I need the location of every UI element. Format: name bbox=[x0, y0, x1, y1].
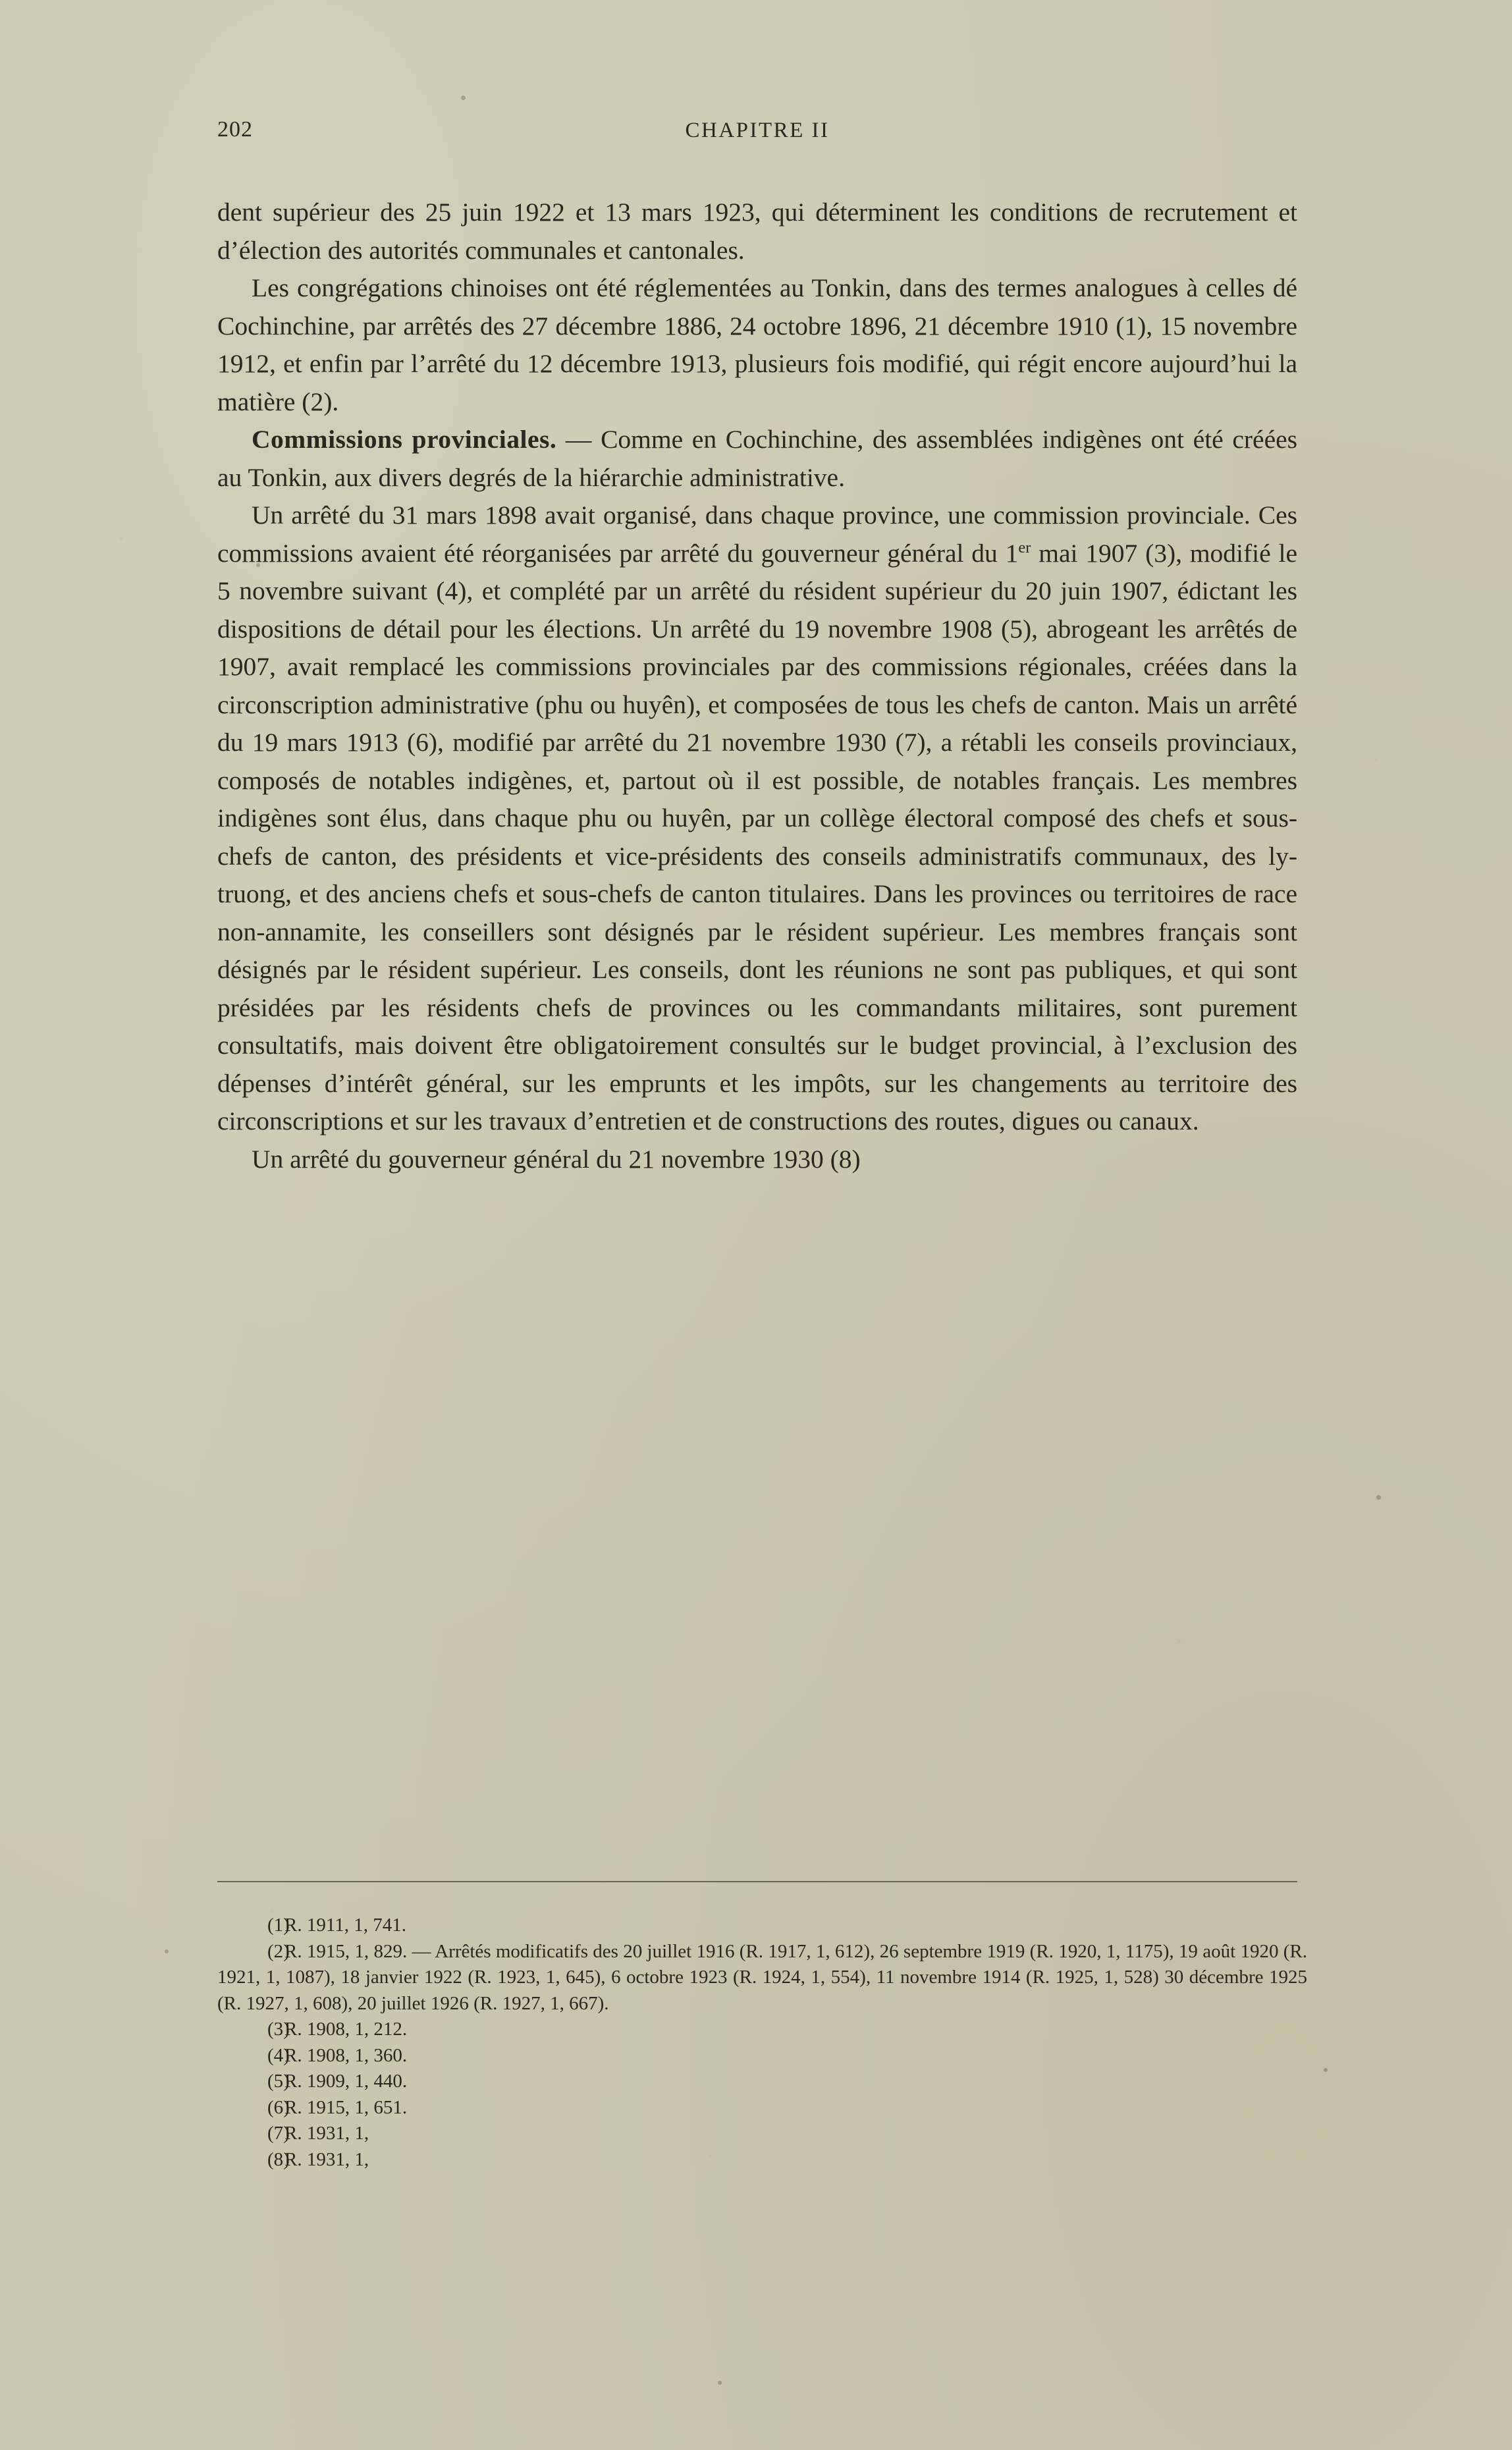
section-commissions-provinciales bbox=[217, 421, 1297, 497]
running-head bbox=[217, 117, 1297, 157]
footnote-6 bbox=[217, 2095, 1307, 2121]
footnote-7-text: R. 1931, 1, bbox=[284, 2123, 369, 2144]
footnote-1-ref: (1) bbox=[267, 1915, 290, 1936]
footnote-separator bbox=[217, 1881, 1297, 1882]
footnote-3-ref: (3) bbox=[267, 2019, 290, 2040]
paragraph-congregations: Les congrégations chinoises ont été réglementées au Tonkin, dans des termes analogues à celles dé Cochinchine, par arrêtés des 27 décembre 1886, 24 octobre 1896, 21 décembre 1910 (1), 15 novembre 1912, et enfin par l’arrêté du 12 décembre 1913, plusieurs fois modifié, qui régit encore aujourd’hui la matière (2). bbox=[217, 273, 1297, 416]
paragraph-final-line: Un arrêté du gouverneur général du 21 novembre 1930 (8) bbox=[252, 1144, 861, 1174]
paper-speck bbox=[461, 95, 466, 100]
footnote-3 bbox=[217, 2017, 1307, 2043]
footnote-short-list bbox=[217, 2017, 1307, 2173]
footnote-4-ref: (4) bbox=[267, 2044, 290, 2066]
section-dash: — bbox=[556, 425, 601, 454]
footnote-8-text: R. 1931, 1, bbox=[284, 2148, 369, 2170]
footnote-8 bbox=[217, 2147, 1307, 2173]
ordinal-superscript: er bbox=[1018, 538, 1031, 557]
paper-speck bbox=[165, 1949, 169, 1953]
footnote-2-ref: (2) bbox=[267, 1940, 290, 1962]
footnote-7 bbox=[217, 2121, 1307, 2147]
section-heading: Commissions provinciales. bbox=[252, 425, 557, 454]
section-lead-text: Comme en Cochinchine, des assemblées indigènes ont été créées au Tonkin, aux divers degrés de la hiérarchie administrative. bbox=[217, 425, 1298, 492]
footnote-4 bbox=[217, 2043, 1307, 2069]
chapter-title: CHAPITRE II bbox=[685, 119, 830, 142]
footnote-2 bbox=[217, 1939, 1307, 2017]
footnote-5 bbox=[217, 2069, 1307, 2095]
page-number: 202 bbox=[217, 117, 253, 142]
footnote-5-text: R. 1909, 1, 440. bbox=[284, 2071, 408, 2092]
footnote-6-ref: (6) bbox=[267, 2096, 290, 2118]
footnote-1 bbox=[217, 1913, 1307, 1939]
footnote-7-ref: (7) bbox=[267, 2123, 290, 2144]
footnote-5-ref: (5) bbox=[267, 2071, 290, 2092]
paragraph-continuation: dent supérieur des 25 juin 1922 et 13 mars 1923, qui déterminent les conditions de recrutement et d’élection des autorités communales et cantonales. bbox=[217, 198, 1297, 265]
footnote-6-text: R. 1915, 1, 651. bbox=[284, 2096, 408, 2118]
paragraph-arrete-part1: Un arrêté du 31 mars 1898 avait organisé, dans chaque province, une commission provinciale. Ces commissions avaient été réorganisées par arrêté du gouverneur général du 1 bbox=[217, 501, 1297, 568]
footnote-4-text: R. 1908, 1, 360. bbox=[284, 2044, 408, 2066]
paragraph-arrete-part2: mai 1907 (3), modifié le 5 novembre suivant (4), et complété par un arrêté du résident supérieur du 20 juin 1907, édictant les dispositions de détail pour les élections. Un arrêté du 19 novembre 1908 (5), abrogeant les arrêtés de 1907, avait remplacé les commissions provinciales par des commissions régionales, créées dans la circonscription administrative (phu ou huyên), et composées de tous les chefs de canton. Mais un arrêté du 19 mars 1913 (6), modifié par arrêté du 21 novembre 1930 (7), a rétabli les conseils provinciaux, composés de notables indigènes, et, partout où il est possible, de notables français. Les membres indigènes sont élus, dans chaque phu ou huyên, par un collège électoral composé des chefs et sous-chefs de canton, des présidents et vice-présidents des conseils administratifs communaux, des ly-truong, et des anciens chefs et sous-chefs de canton titulaires. Dans les provinces ou territoires de race non-annamite, les conseillers sont désignés par le résident supérieur. Les membres français sont désignés par le résident supérieur. Les conseils, dont les réunions ne sont pas publiques, et qui sont présidées par les résidents chefs de provinces ou les commandants militaires, sont purement consultatifs, mais doivent être obligatoirement consultés sur le budget provincial, à l’exclusion des dépenses d’intérêt général, sur les emprunts et les impôts, sur les changements au territoire des circonscriptions et sur les travaux d’entretien et de constructions des routes, digues ou canaux. bbox=[217, 538, 1298, 1135]
paper-speck bbox=[718, 2381, 722, 2385]
footnote-1-text: R. 1911, 1, 741. bbox=[284, 1915, 407, 1936]
footnote-3-text: R. 1908, 1, 212. bbox=[284, 2019, 408, 2040]
footnote-8-ref: (8) bbox=[267, 2148, 290, 2170]
paper-speck bbox=[1324, 2068, 1328, 2072]
footnote-2-text: R. 1915, 1, 829. — Arrêtés modificatifs des 20 juillet 1916 (R. 1917, 1, 612), 26 septembre 1919 (R. 1920, 1, 1175), 19 août 1920 (R. 1921, 1, 1087), 18 janvier 1922 (R. 1923, 1, 645), 6 octobre 1923 (R. 1924, 1, 554), 11 novembre 1914 (R. 1925, 1, 528) 30 décembre 1925 (R. 1927, 1, 608), 20 juillet 1926 (R. 1927, 1, 667). bbox=[217, 1940, 1307, 2014]
page-content bbox=[217, 117, 1297, 1178]
paper-speck bbox=[1376, 1495, 1381, 1500]
paragraph-arrete-history bbox=[217, 497, 1297, 1141]
footnotes-block bbox=[217, 1913, 1307, 2173]
